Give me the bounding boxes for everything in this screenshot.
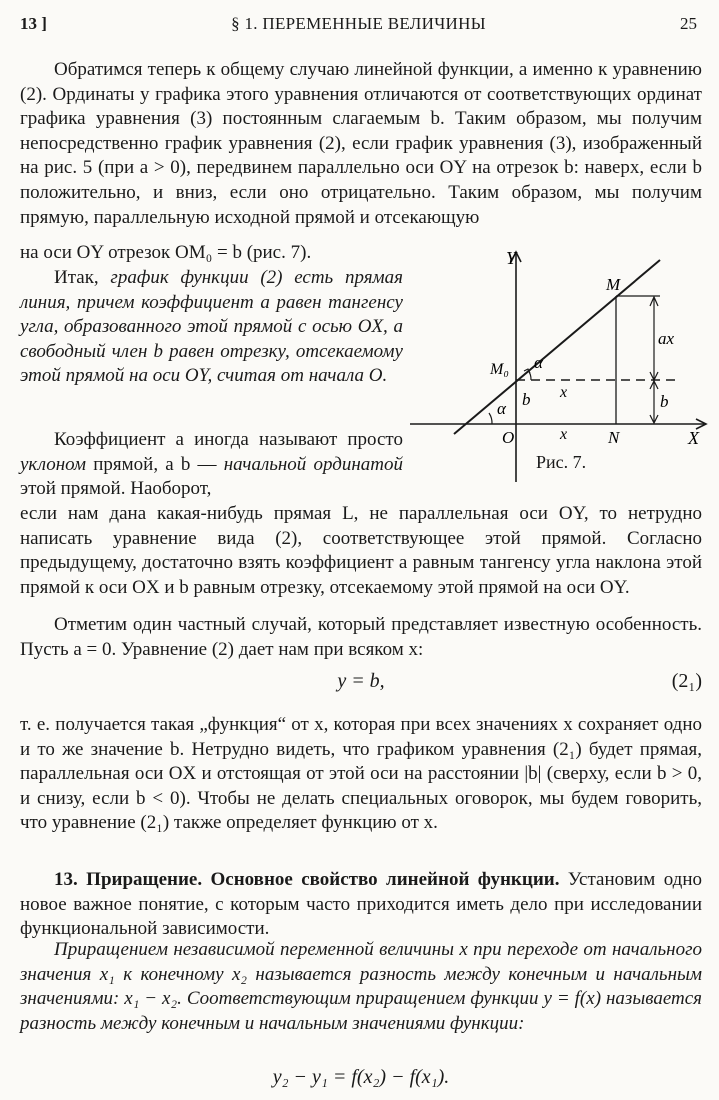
label-ax: ax (658, 329, 675, 348)
paragraph-conclusion (20, 266, 403, 389)
equation-body: y = b, (337, 670, 385, 692)
paragraph-increment-definition: Приращением независимой переменной величины x при переходе от начального значения x₁ к конечному x₂ называется разность между конечным и начальным значениями: x₁ − x₂. Соответствующим приращением функции y = f(x) называется разность между конечным и начальным значениями функции: (20, 939, 702, 1034)
label-b-left: b (522, 390, 531, 409)
paragraph-special-case: Отметим один частный случай, который представляет известную особенность. Пусть a = 0. Уравнение (2) дает нам при всяком x: (20, 614, 702, 660)
slope-text-e: этой прямой. Наоборот, (20, 478, 212, 500)
paragraph-increment-heading (20, 868, 702, 942)
label-origin: O (502, 428, 515, 447)
label-x-lower: x (560, 426, 568, 443)
slope-term: уклоном (20, 453, 87, 475)
graph-line (454, 260, 660, 434)
conclusion-lead: Итак, (54, 267, 111, 288)
paragraph-constant-function: т. е. получается такая „функция“ от x, которая при всех значениях x сохраняет одно и то же значение b. Нетрудно видеть, что графиком уравнения (2₁) будет прямая, параллельная оси OX и отстоящая от этой оси на расстоянии |b| (сверху, если b > 0, и снизу, если b < 0). Чтобы не делать специальных оговорок, мы будем говорить, что уравнение (2₁) также определяет функцию от x. (20, 714, 702, 834)
label-point-n: N (608, 428, 620, 447)
label-alpha-upper: α (534, 353, 543, 372)
conclusion-theorem: график функции (2) есть прямая линия, причем коэффициент a равен тангенсу угла, образованного этой прямой с осью OX, а свободный член b равен отрезку, отсекаемому этой прямой на оси OY, считая от начала O. (20, 267, 403, 387)
label-x-upper: x (560, 384, 568, 401)
label-y-axis: Y (506, 248, 517, 268)
paragraph-linear-general: Обратимся теперь к общему случаю линейной функции, а именно к уравнению (2). Ординаты y графика этого уравнения отличаются от соответствующих ординат графика уравнения (3) постоянным слагаемым b. Таким образом, мы получим непосредственно график уравнения (2), если график уравнения (3), изображенный на рис. 5 (при a > 0), передвинем параллельно оси OY на отрезок b: наверх, если b положительно, и вниз, если оно отрицательно. Таким образом, мы получим прямую, параллельную исходной прямой и отсекающую (20, 59, 702, 228)
page-header (20, 14, 697, 38)
slope-text-a: Коэффициент a иногда называют просто (54, 429, 403, 450)
section-intro: Установим одно новое важное понятие, с которым часто приходится иметь дело при исследовании функциональной зависимости. (20, 869, 702, 940)
label-point-m0: M₀ (490, 361, 509, 378)
paragraph-slope-intro (20, 428, 403, 502)
intercept-term: начальной ординатой (223, 453, 403, 475)
section-marker: 13 ] (20, 14, 47, 33)
slope-text-c: прямой, а b — (86, 453, 224, 475)
angle-arc-lower (489, 413, 492, 424)
section-heading: 13. Приращение. Основное свойство линейной функции. (54, 869, 560, 890)
label-alpha-lower: α (497, 399, 506, 418)
paragraph-converse: если нам дана какая-нибудь прямая L, не параллельная оси OY, то нетрудно написать уравнение вида (2), соответствующее этой прямой. Согласно предыдущему, достаточно взять коэффициент a равным тангенсу угла наклона этой прямой к оси OX и b равным отрезку, отсекаемому этой прямой на оси OY. (20, 503, 702, 598)
figure-caption: Рис. 7. (536, 452, 587, 472)
paragraph-segment-line: на оси OY отрезок OM₀ = b (рис. 7). (20, 242, 312, 263)
page-number: 25 (680, 14, 697, 33)
equation-number: (2₁) (671, 670, 702, 692)
label-x-axis: X (688, 428, 699, 448)
equation-body: y₂ − y₁ = f(x₂) − f(x₁). (272, 1066, 450, 1088)
label-point-m: M (606, 275, 621, 294)
label-b-right: b (660, 392, 669, 411)
figure-7-diagram (410, 246, 710, 486)
running-title: § 1. ПЕРЕМЕННЫЕ ВЕЛИЧИНЫ (231, 14, 486, 33)
